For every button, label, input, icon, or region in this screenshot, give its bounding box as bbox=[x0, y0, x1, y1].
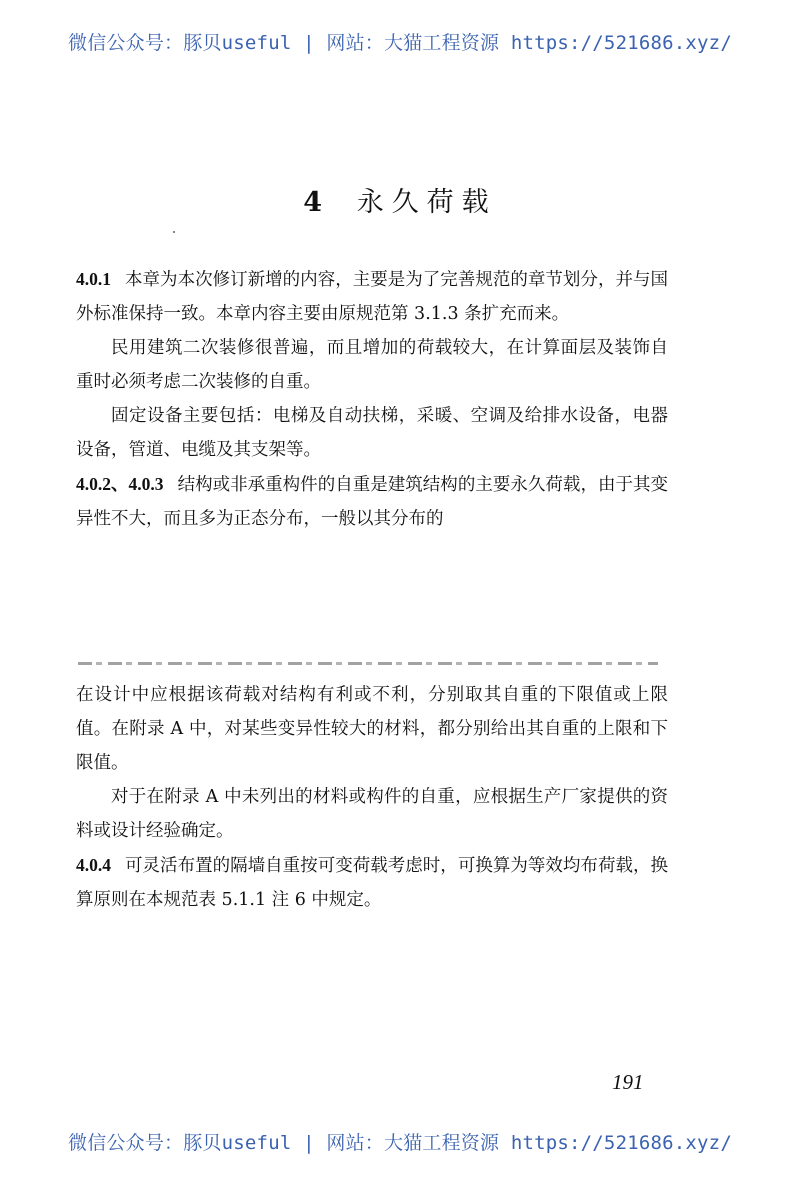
scan-artifact-line bbox=[78, 662, 658, 665]
clause-401-paragraph bbox=[76, 262, 668, 331]
paragraph-unlisted-materials: 对于在附录 A 中未列出的材料或构件的自重，应根据生产厂家提供的资料或设计经验确定。 bbox=[76, 787, 668, 841]
clause-401-text: 本章为本次修订新增的内容，主要是为了完善规范的章节划分，并与国外标准保持一致。本章内容主要由原规范第 3.1.3 条扩充而来。 bbox=[76, 270, 668, 324]
chapter-title bbox=[0, 180, 800, 219]
clause-402-403-text: 结构或非承重构件的自重是建筑结构的主要永久荷载，由于其变异性不大，而且多为正态分布，一般以其分布的 bbox=[76, 475, 669, 529]
scan-speck bbox=[173, 231, 175, 233]
clause-number-404: 4.0.4 bbox=[76, 855, 111, 875]
text-block-lower bbox=[76, 678, 668, 917]
clause-number-401: 4.0.1 bbox=[76, 269, 111, 289]
paragraph-fixed-equipment: 固定设备主要包括：电梯及自动扶梯，采暖、空调及给排水设备，电器设备，管道、电缆及其支架等。 bbox=[76, 406, 668, 460]
text-block-upper bbox=[76, 262, 668, 536]
clause-402-403-paragraph bbox=[76, 467, 668, 536]
clause-number-402-403: 4.0.2、4.0.3 bbox=[76, 474, 164, 494]
chapter-title-text: 永久荷载 bbox=[356, 187, 497, 218]
watermark-top: 微信公众号：豚贝useful | 网站：大猫工程资源 https://521686.xyz/ bbox=[68, 32, 732, 54]
paragraph-continuation: 在设计中应根据该荷载对结构有利或不利，分别取其自重的下限值或上限值。在附录 A 中，对某些变异性较大的材料，都分别给出其自重的上限和下限值。 bbox=[76, 685, 668, 773]
paragraph-secondary-decoration: 民用建筑二次装修很普遍，而且增加的荷载较大，在计算面层及装饰自重时必须考虑二次装修的自重。 bbox=[76, 338, 668, 392]
clause-404-text: 可灵活布置的隔墙自重按可变荷载考虑时，可换算为等效均布荷载，换算原则在本规范表 5.1.1 注 6 中规定。 bbox=[76, 856, 668, 910]
chapter-number: 4 bbox=[303, 187, 331, 218]
page-number: 191 bbox=[612, 1070, 644, 1094]
clause-404-paragraph bbox=[76, 848, 668, 917]
watermark-bottom: 微信公众号：豚贝useful | 网站：大猫工程资源 https://521686.xyz/ bbox=[68, 1132, 732, 1154]
